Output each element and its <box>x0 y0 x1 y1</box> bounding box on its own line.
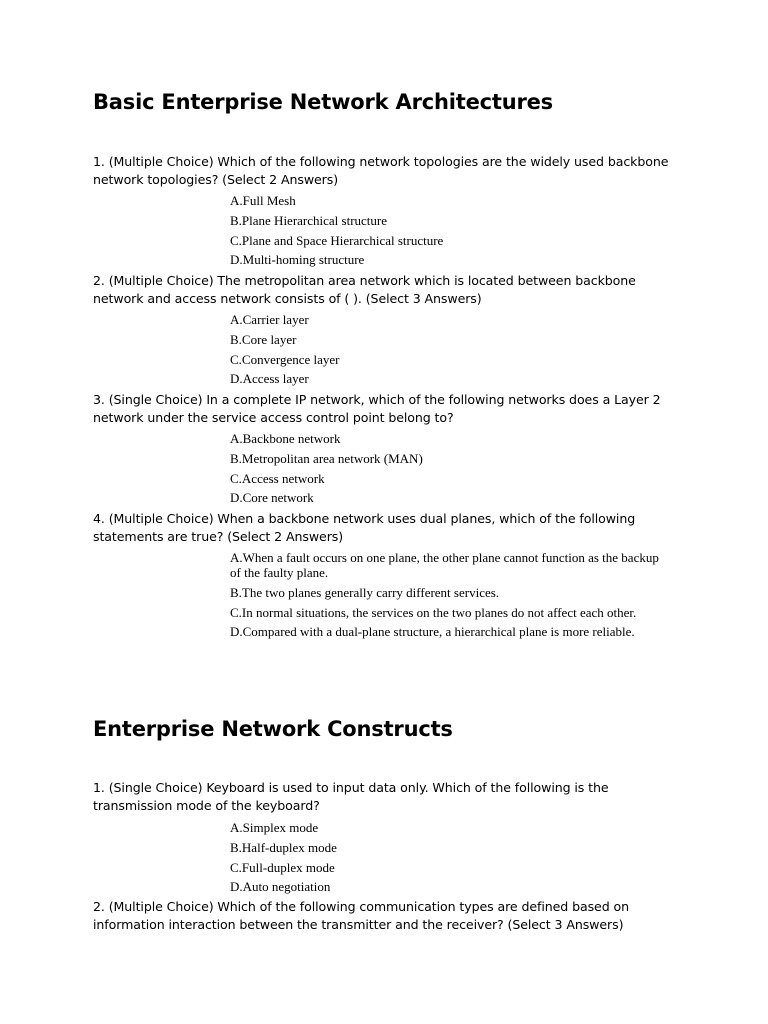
section-title: Enterprise Network Constructs <box>93 717 453 741</box>
answer-option: D.Auto negotiation <box>230 879 331 895</box>
answer-option: C.Access network <box>230 470 325 486</box>
section-title: Basic Enterprise Network Architectures <box>93 90 553 114</box>
answer-option: A.Simplex mode <box>230 820 319 835</box>
question-text: 4. (Multiple Choice) When a backbone network uses dual planes, which of the following statements are true? (Select 2 Answers) <box>93 511 636 544</box>
answer-options <box>230 312 670 391</box>
question-text: 1. (Multiple Choice) Which of the following network topologies are the widely used backbone network topologies? (Select 2 Answers) <box>93 154 669 187</box>
answer-option: D.Multi-homing structure <box>230 252 365 268</box>
answer-option: C.Full-duplex mode <box>230 859 335 875</box>
answer-option: B.Plane Hierarchical structure <box>230 212 388 228</box>
answer-option: A.When a fault occurs on one plane, the other plane cannot function as the backup of the faulty plane. <box>230 550 659 580</box>
question-text: 3. (Single Choice) In a complete IP network, which of the following networks does a Layer 2 network under the service access control point belong to? <box>93 392 661 425</box>
answer-option: A.Full Mesh <box>230 193 296 208</box>
answer-option: D.Compared with a dual-plane structure, a hierarchical plane is more reliable. <box>230 624 635 640</box>
answer-option: A.Carrier layer <box>230 312 309 327</box>
answer-option: C.Plane and Space Hierarchical structure <box>230 232 444 248</box>
answer-option: C.Convergence layer <box>230 351 340 367</box>
answer-options <box>230 431 670 510</box>
answer-option: B.Half-duplex mode <box>230 839 337 855</box>
answer-option: D.Core network <box>230 490 314 506</box>
answer-options <box>230 820 670 899</box>
question-text: 2. (Multiple Choice) The metropolitan area network which is located between backbone network and access network consists of ( ). (Select 3 Answers) <box>93 273 636 306</box>
answer-option: D.Access layer <box>230 371 309 387</box>
question-text: 2. (Multiple Choice) Which of the following communication types are defined based on information interaction between the transmitter and the receiver? (Select 3 Answers) <box>93 899 629 932</box>
answer-option: C.In normal situations, the services on the two planes do not affect each other. <box>230 604 637 620</box>
answer-options <box>230 550 670 644</box>
answer-option: B.Core layer <box>230 331 297 347</box>
answer-option: B.Metropolitan area network (MAN) <box>230 450 423 466</box>
answer-option: B.The two planes generally carry different services. <box>230 584 500 600</box>
answer-option: A.Backbone network <box>230 431 341 446</box>
answer-options <box>230 193 670 272</box>
question-text: 1. (Single Choice) Keyboard is used to input data only. Which of the following is the transmission mode of the keyboard? <box>93 780 609 813</box>
